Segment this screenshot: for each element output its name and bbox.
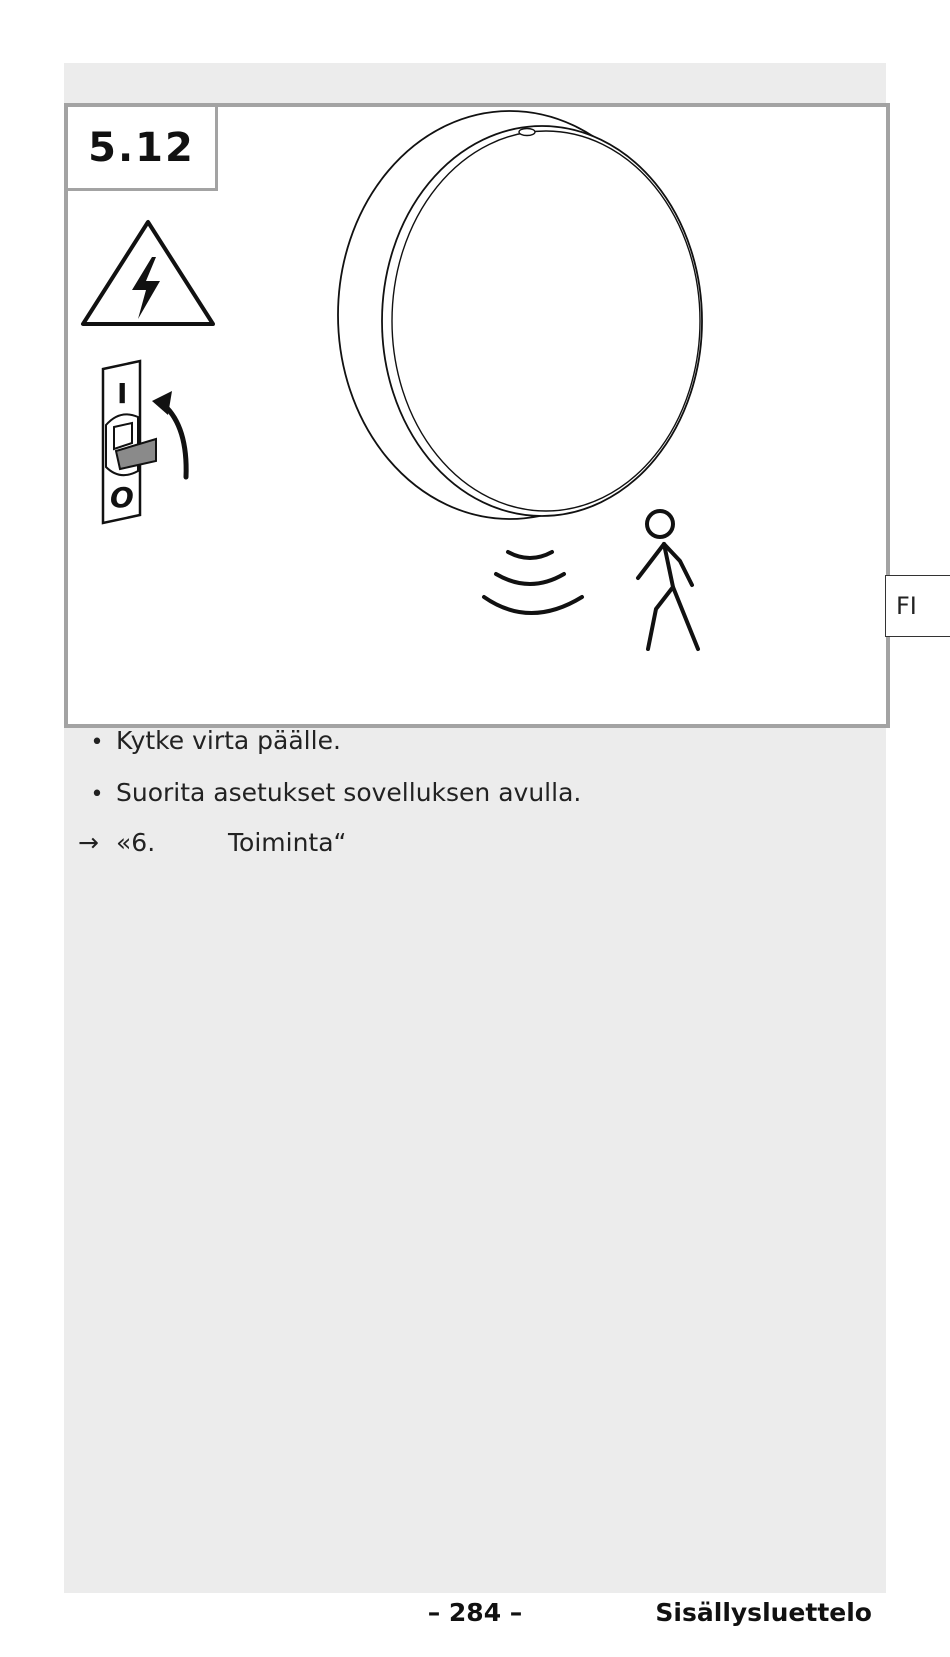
bullet-icon: • xyxy=(90,730,104,755)
instruction-text: Kytke virta päälle. xyxy=(116,726,341,755)
step-figure xyxy=(64,103,890,728)
walking-person-icon xyxy=(638,511,698,649)
reference-title: Toiminta“ xyxy=(228,828,347,857)
instruction-text: Suorita asetukset sovelluksen avulla. xyxy=(116,778,582,807)
list-item xyxy=(78,778,868,830)
table-of-contents-link[interactable]: Sisällysluettelo xyxy=(655,1598,872,1627)
motion-sensor-device xyxy=(338,111,702,519)
switch-off-label: O xyxy=(110,481,134,514)
sensor-waves-icon xyxy=(484,552,582,613)
arrow-right-icon: → xyxy=(78,828,99,857)
electrical-hazard-icon xyxy=(83,222,213,324)
cross-reference-link[interactable] xyxy=(78,828,868,868)
reference-number: «6. xyxy=(116,828,156,857)
instruction-list xyxy=(78,726,868,868)
circuit-breaker-icon xyxy=(103,361,186,523)
bullet-icon: • xyxy=(90,782,104,807)
illustration xyxy=(68,107,886,724)
switch-on-label: I xyxy=(117,377,128,410)
language-tab[interactable]: FI xyxy=(885,575,950,637)
step-number: 5.12 xyxy=(68,107,218,191)
page-number: – 284 – xyxy=(427,1598,523,1627)
list-item xyxy=(78,726,868,778)
